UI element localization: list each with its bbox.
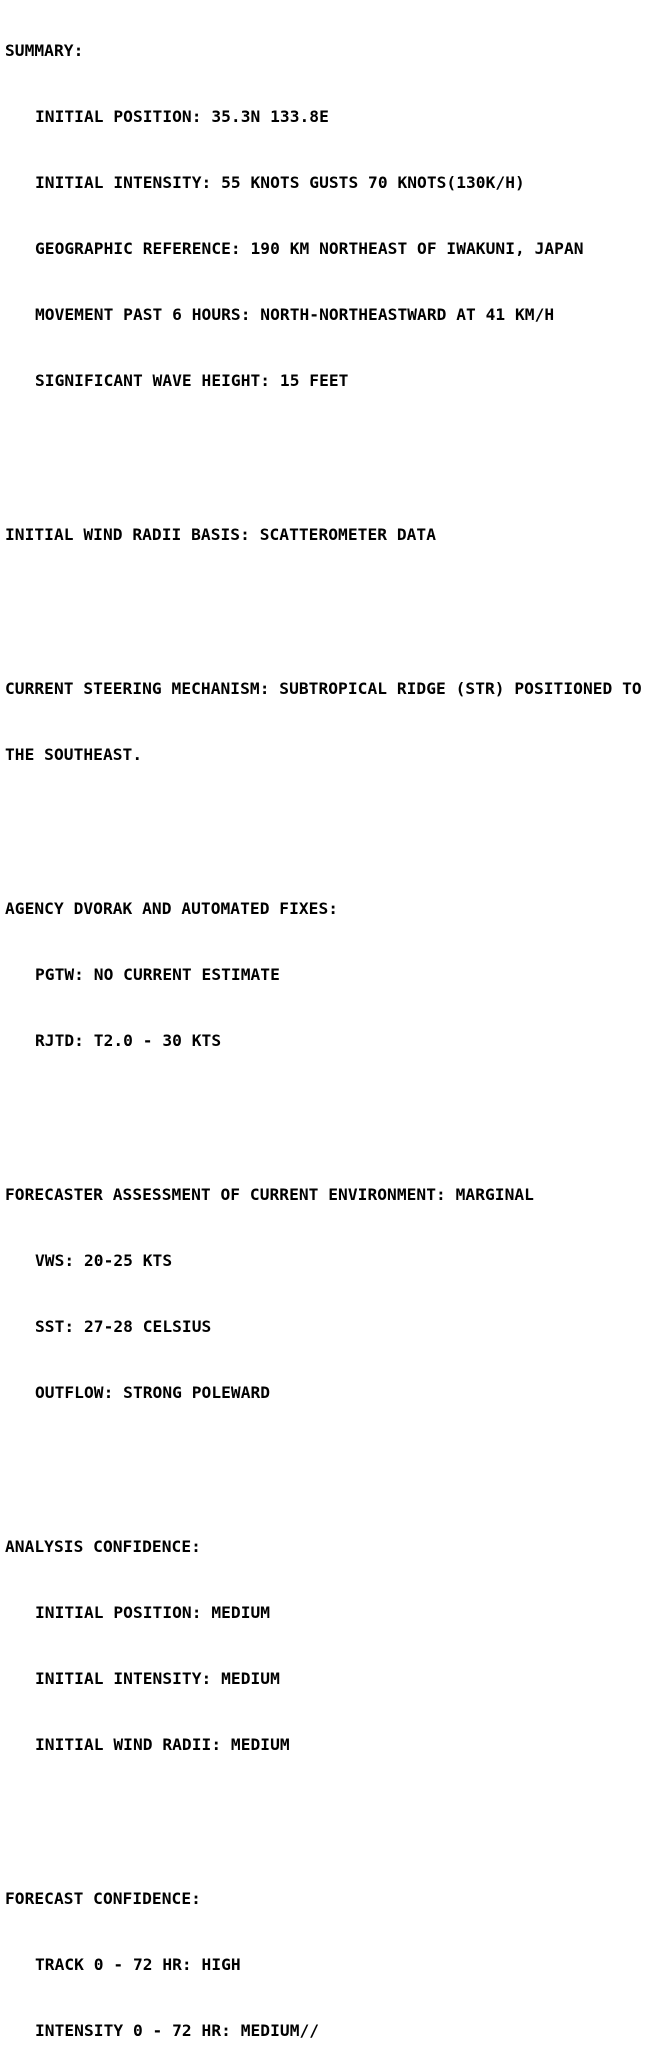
steering-mechanism-line2: THE SOUTHEAST.	[5, 745, 143, 764]
analysis-confidence-position: INITIAL POSITION: MEDIUM	[35, 1603, 271, 1622]
spacer	[5, 590, 665, 612]
summary-heading: SUMMARY:	[5, 41, 84, 60]
wind-radii-basis: INITIAL WIND RADII BASIS: SCATTEROMETER DATA	[5, 525, 437, 544]
movement-past-6-hours: MOVEMENT PAST 6 HOURS: NORTH-NORTHEASTWARD AT 41 KM/H	[35, 305, 555, 324]
environment-vws: VWS: 20-25 KTS	[35, 1251, 173, 1270]
significant-wave-height: SIGNIFICANT WAVE HEIGHT: 15 FEET	[35, 371, 349, 390]
environment-outflow: OUTFLOW: STRONG POLEWARD	[35, 1383, 271, 1402]
spacer	[5, 1448, 665, 1470]
spacer	[5, 1096, 665, 1118]
analysis-confidence-wind-radii: INITIAL WIND RADII: MEDIUM	[35, 1735, 290, 1754]
warning-document	[5, 0, 665, 2064]
forecast-confidence-track: TRACK 0 - 72 HR: HIGH	[35, 1955, 241, 1974]
dvorak-rjtd: RJTD: T2.0 - 30 KTS	[35, 1031, 222, 1050]
forecast-confidence-heading: FORECAST CONFIDENCE:	[5, 1889, 201, 1908]
analysis-confidence-intensity: INITIAL INTENSITY: MEDIUM	[35, 1669, 280, 1688]
spacer	[5, 436, 665, 458]
spacer	[5, 810, 665, 832]
initial-position: INITIAL POSITION: 35.3N 133.8E	[35, 107, 329, 126]
steering-mechanism-line1: CURRENT STEERING MECHANISM: SUBTROPICAL RIDGE (STR) POSITIONED TO	[5, 679, 642, 698]
spacer	[5, 1800, 665, 1822]
environment-heading: FORECASTER ASSESSMENT OF CURRENT ENVIRONMENT: MARGINAL	[5, 1185, 534, 1204]
forecast-confidence-intensity: INTENSITY 0 - 72 HR: MEDIUM//	[35, 2021, 320, 2040]
dvorak-pgtw: PGTW: NO CURRENT ESTIMATE	[35, 965, 280, 984]
analysis-confidence-heading: ANALYSIS CONFIDENCE:	[5, 1537, 201, 1556]
initial-intensity: INITIAL INTENSITY: 55 KNOTS GUSTS 70 KNOTS(130K/H)	[35, 173, 525, 192]
environment-sst: SST: 27-28 CELSIUS	[35, 1317, 212, 1336]
geographic-reference: GEOGRAPHIC REFERENCE: 190 KM NORTHEAST OF IWAKUNI, JAPAN	[35, 239, 584, 258]
dvorak-heading: AGENCY DVORAK AND AUTOMATED FIXES:	[5, 899, 339, 918]
